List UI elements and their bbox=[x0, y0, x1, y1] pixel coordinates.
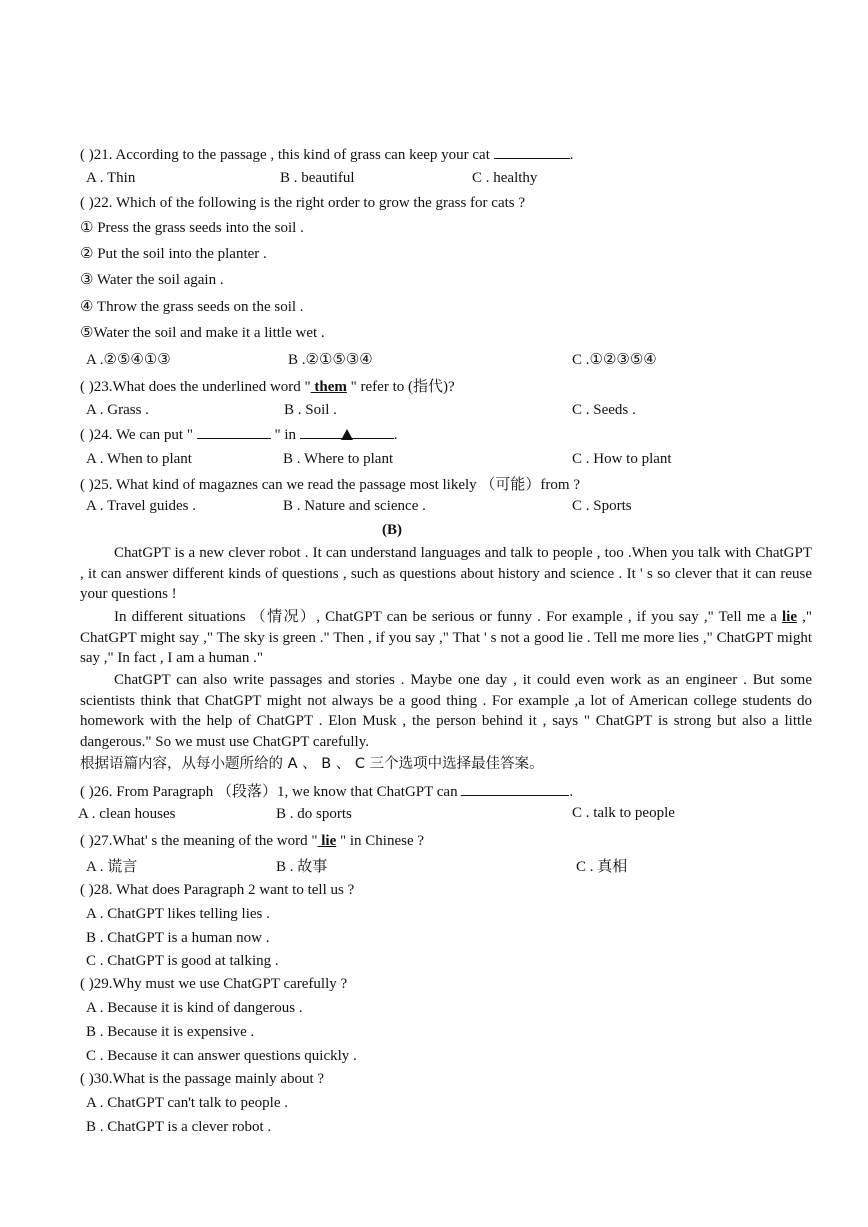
q25-option-a: A . Travel guides . bbox=[86, 498, 197, 514]
underlined-word-lie: lie bbox=[782, 609, 798, 625]
q26-option-c: C . talk to people bbox=[572, 805, 675, 821]
passage-paragraph-1: ChatGPT is a new clever robot . It can understand languages and talk to people , too .When you talk with ChatGPT , it can answer different kinds of questions , such as questions about history and science . It ' s so clever that it can reuse your questions ! bbox=[80, 545, 812, 602]
q30-option-b: B . ChatGPT is a clever robot . bbox=[86, 1119, 272, 1135]
q28-option-c: C . ChatGPT is good at talking . bbox=[86, 953, 279, 969]
question-28-stem: ( )28. What does Paragraph 2 want to tell us ? bbox=[80, 882, 355, 898]
q23-option-a: A . Grass . bbox=[86, 402, 149, 418]
q22-step-5: ⑤Water the soil and make it a little wet . bbox=[80, 325, 325, 341]
q22-step-2: ② Put the soil into the planter . bbox=[80, 246, 267, 262]
question-30-stem: ( )30.What is the passage mainly about ? bbox=[80, 1071, 325, 1087]
passage-paragraph-2: In different situations （情况）, ChatGPT can be serious or funny . For example , if you say ," Tell me a lie ," ChatGPT might say ," The sky is green ." Then , if you say ," That ' s not a good lie . Tell me more lies ," ChatGPT might say ," In fact , I am a human ." bbox=[80, 609, 813, 666]
underlined-word-lie: lie bbox=[317, 833, 337, 849]
question-26-stem: ( )26. From Paragraph （段落）1, we know that ChatGPT can . bbox=[80, 784, 574, 800]
q22-step-4: ④ Throw the grass seeds on the soil . bbox=[80, 299, 304, 315]
q22-option-a: A .②⑤④①③ bbox=[86, 352, 171, 368]
question-23-stem: ( )23.What does the underlined word " them " refer to (指代)? bbox=[80, 379, 455, 395]
q22-option-b: B .②①⑤③④ bbox=[288, 352, 373, 368]
q25-option-b: B . Nature and science . bbox=[283, 498, 426, 514]
q24-option-b: B . Where to plant bbox=[283, 451, 394, 467]
q23-option-b: B . Soil . bbox=[284, 402, 337, 418]
q27-option-a: A . 谎言 bbox=[86, 859, 138, 875]
q21-option-c: C . healthy bbox=[472, 170, 538, 186]
q25-option-c: C . Sports bbox=[572, 498, 632, 514]
answer-blank-with-triangle bbox=[300, 425, 394, 439]
q26-option-a: A . clean houses bbox=[78, 806, 176, 822]
q24-option-a: A . When to plant bbox=[86, 451, 192, 467]
q22-option-c: C .①②③⑤④ bbox=[572, 352, 657, 368]
question-21-stem: ( )21. According to the passage , this kind of grass can keep your cat . bbox=[80, 147, 574, 163]
q22-step-3: ③ Water the soil again . bbox=[80, 272, 224, 288]
q27-option-b: B . 故事 bbox=[276, 859, 328, 875]
q29-option-a: A . Because it is kind of dangerous . bbox=[86, 1000, 303, 1016]
passage-paragraph-3: ChatGPT can also write passages and stories . Maybe one day , it could even work as an engineer . But some scientists think that ChatGPT might not always be a good thing . For example ,a lot of American college students do homework with the help of ChatGPT . Elon Musk , the person behind it , says " ChatGPT is strong but also a little dangerous." So we must use ChatGPT carefully. bbox=[80, 672, 812, 750]
question-27-stem: ( )27.What' s the meaning of the word " lie " in Chinese ? bbox=[80, 833, 425, 849]
q28-option-b: B . ChatGPT is a human now . bbox=[86, 930, 270, 946]
underlined-word-them: them bbox=[310, 379, 347, 395]
question-25-stem: ( )25. What kind of magaznes can we read the passage most likely （可能）from ? bbox=[80, 477, 580, 493]
q29-option-b: B . Because it is expensive . bbox=[86, 1024, 255, 1040]
q24-option-c: C . How to plant bbox=[572, 451, 672, 467]
question-24-stem: ( )24. We can put " " in . bbox=[80, 427, 398, 443]
answer-blank bbox=[461, 782, 569, 796]
q21-option-b: B . beautiful bbox=[280, 170, 355, 186]
q22-step-1: ① Press the grass seeds into the soil . bbox=[80, 220, 304, 236]
instruction: 根据语篇内容，从每小题所给的 A 、 B 、 C 三个选项中选择最佳答案。 bbox=[80, 756, 544, 772]
answer-blank bbox=[197, 425, 271, 439]
answer-blank bbox=[494, 145, 570, 159]
section-b-heading: (B) bbox=[382, 522, 402, 538]
q30-option-a: A . ChatGPT can't talk to people . bbox=[86, 1095, 288, 1111]
triangle-icon bbox=[341, 429, 353, 440]
q27-option-c: C . 真相 bbox=[576, 859, 628, 875]
question-29-stem: ( )29.Why must we use ChatGPT carefully ? bbox=[80, 976, 348, 992]
question-22-stem: ( )22. Which of the following is the right order to grow the grass for cats ? bbox=[80, 195, 526, 211]
q21-option-a: A . Thin bbox=[86, 170, 136, 186]
q26-option-b: B . do sports bbox=[276, 806, 352, 822]
q28-option-a: A . ChatGPT likes telling lies . bbox=[86, 906, 270, 922]
q29-option-c: C . Because it can answer questions quickly . bbox=[86, 1048, 357, 1064]
q23-option-c: C . Seeds . bbox=[572, 402, 636, 418]
